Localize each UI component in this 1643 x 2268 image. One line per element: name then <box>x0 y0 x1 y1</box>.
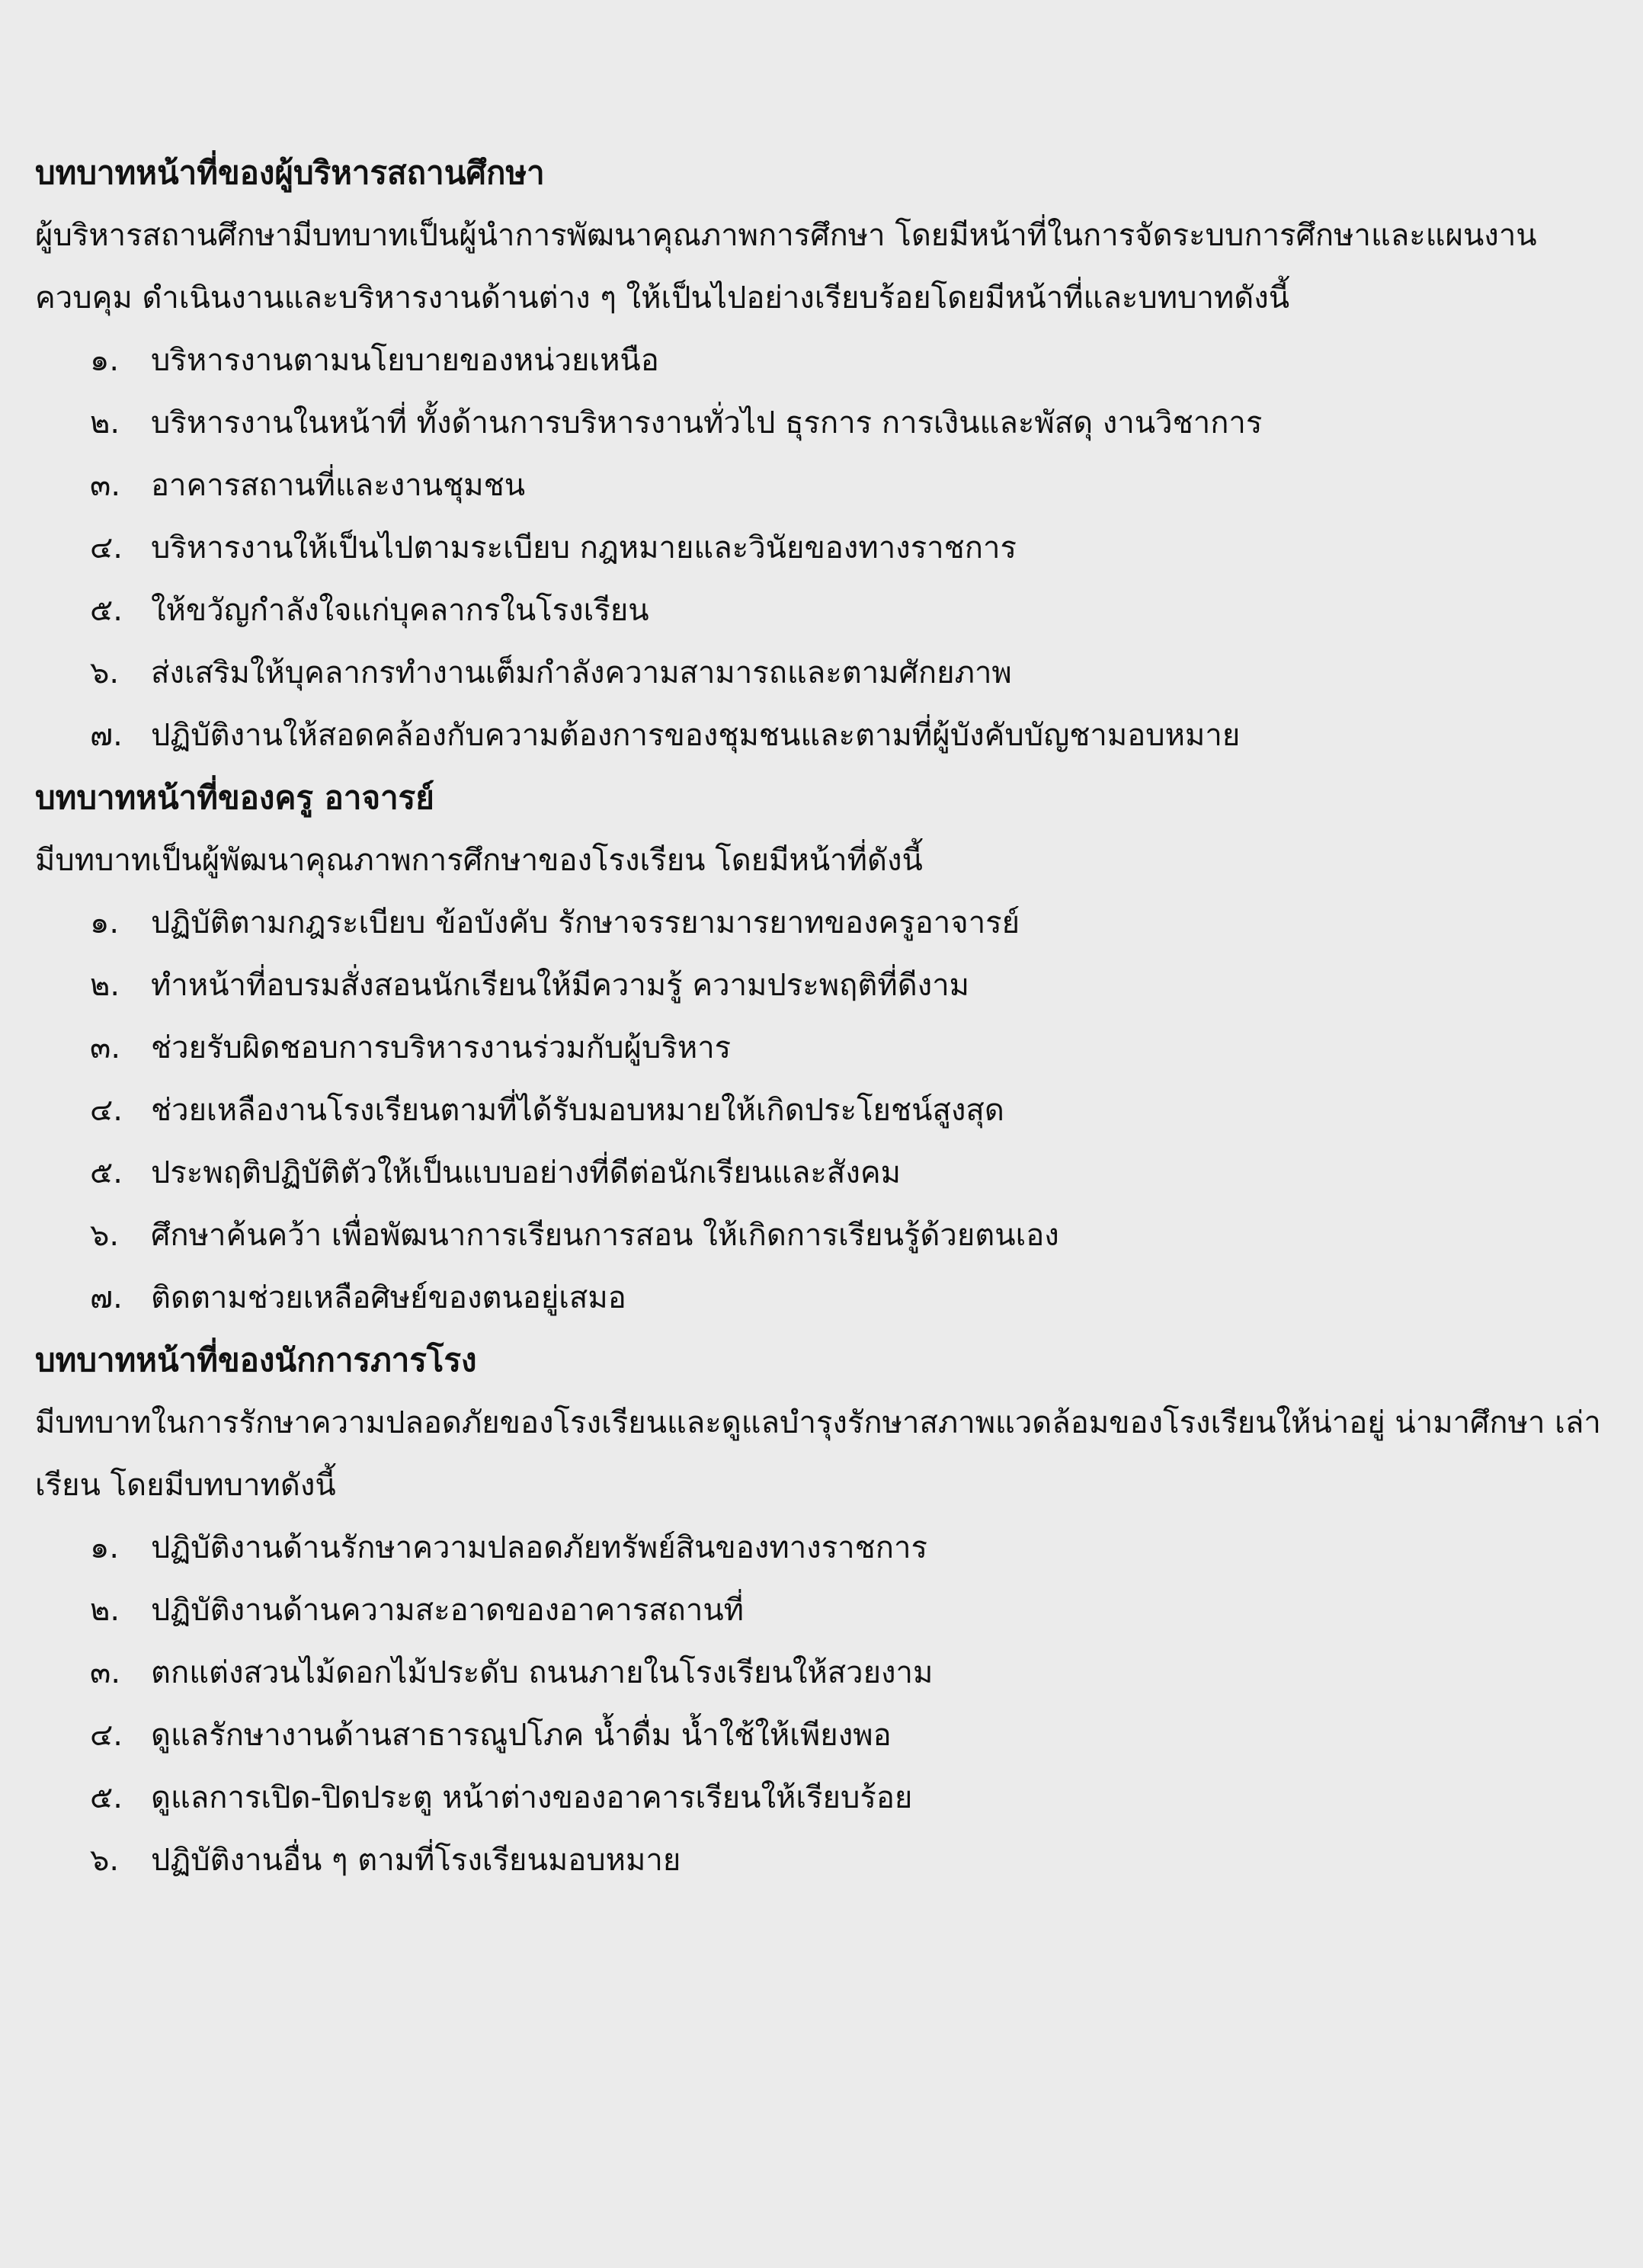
list-item <box>35 954 1613 1017</box>
item-number: ๗. <box>90 1280 123 1315</box>
item-number: ๓. <box>90 1655 121 1690</box>
item-number: ๓. <box>90 1030 121 1065</box>
list-item <box>35 579 1613 642</box>
item-number: ๑. <box>90 905 120 940</box>
document-page <box>35 142 1613 1892</box>
item-text: ดูแลรักษางานด้านสาธารณูปโภค น้ำดื่ม น้ำใช้ให้เพียงพอ <box>151 1718 892 1753</box>
item-text: ศึกษาค้นคว้า เพื่อพัฒนาการเรียนการสอน ให้เกิดการเรียนรู้ด้วยตนเอง <box>151 1218 1059 1253</box>
item-number: ๒. <box>90 1593 120 1628</box>
list-item <box>35 454 1613 517</box>
item-text: ทำหน้าที่อบรมสั่งสอนนักเรียนให้มีความรู้ ความประพฤติที่ดีงาม <box>151 968 970 1003</box>
list-item <box>35 704 1613 767</box>
item-number: ๑. <box>90 343 120 378</box>
duty-list <box>35 892 1613 1329</box>
item-text: บริหารงานในหน้าที่ ทั้งด้านการบริหารงานทั่วไป ธุรการ การเงินและพัสดุ งานวิชาการ <box>151 405 1263 440</box>
section-janitor <box>35 1329 1613 1892</box>
item-number: ๔. <box>90 530 123 565</box>
list-item <box>35 1704 1613 1767</box>
item-number: ๕. <box>90 593 123 628</box>
duty-list <box>35 1517 1613 1892</box>
item-number: ๒. <box>90 405 120 440</box>
section-intro: มีบทบาทในการรักษาความปลอดภัยของโรงเรียนและดูแลบำรุงรักษาสภาพแวดล้อมของโรงเรียนให้น่าอยู่ น่ามาศึกษา เล่าเรียน โดยมีบทบาทดังนี้ <box>35 1405 1601 1503</box>
item-text: ช่วยรับผิดชอบการบริหารงานร่วมกับผู้บริหาร <box>151 1030 732 1065</box>
section-intro: มีบทบาทเป็นผู้พัฒนาคุณภาพการศึกษาของโรงเรียน โดยมีหน้าที่ดังนี้ <box>35 843 923 878</box>
item-text: ติดตามช่วยเหลือศิษย์ของตนอยู่เสมอ <box>151 1280 626 1315</box>
section-heading: บทบาทหน้าที่ของครู อาจารย์ <box>35 779 434 816</box>
item-text: บริหารงานให้เป็นไปตามระเบียบ กฎหมายและวินัยของทางราชการ <box>151 530 1017 565</box>
section-intro: ผู้บริหารสถานศึกษามีบทบาทเป็นผู้นำการพัฒนาคุณภาพการศึกษา โดยมีหน้าที่ในการจัดระบบการศึกษาและแผนงาน ควบคุม ดำเนินงานและบริหารงานด้านต่าง ๆ ให้เป็นไปอย่างเรียบร้อยโดยมีหน้าที่และบทบาทดังนี้ <box>35 218 1537 316</box>
list-item <box>35 1267 1613 1329</box>
list-item <box>35 517 1613 579</box>
item-number: ๑. <box>90 1530 120 1565</box>
list-item <box>35 1517 1613 1579</box>
item-text: บริหารงานตามนโยบายของหน่วยเหนือ <box>151 343 659 378</box>
item-text: ช่วยเหลืองานโรงเรียนตามที่ได้รับมอบหมายให้เกิดประโยชน์สูงสุด <box>151 1093 1004 1128</box>
section-teacher <box>35 767 1613 1329</box>
item-text: ปฏิบัติงานด้านรักษาความปลอดภัยทรัพย์สินของทางราชการ <box>151 1530 927 1565</box>
list-item <box>35 1767 1613 1829</box>
section-administrator <box>35 142 1613 767</box>
item-number: ๖. <box>90 1218 120 1253</box>
duty-list <box>35 329 1613 767</box>
item-number: ๓. <box>90 468 121 503</box>
item-text: ปฏิบัติตามกฎระเบียบ ข้อบังคับ รักษาจรรยามารยาทของครูอาจารย์ <box>151 905 1020 940</box>
list-item <box>35 1017 1613 1079</box>
item-text: ดูแลการเปิด-ปิดประตู หน้าต่างของอาคารเรียนให้เรียบร้อย <box>151 1780 913 1815</box>
section-heading: บทบาทหน้าที่ของนักการภารโรง <box>35 1341 477 1379</box>
list-item <box>35 1079 1613 1142</box>
item-text: ปฏิบัติงานให้สอดคล้องกับความต้องการของชุมชนและตามที่ผู้บังคับบัญชามอบหมาย <box>151 718 1241 753</box>
item-text: ประพฤติปฏิบัติตัวให้เป็นแบบอย่างที่ดีต่อนักเรียนและสังคม <box>151 1155 901 1190</box>
list-item <box>35 892 1613 954</box>
list-item <box>35 1142 1613 1204</box>
list-item <box>35 1204 1613 1267</box>
list-item <box>35 329 1613 392</box>
item-text: อาคารสถานที่และงานชุมชน <box>151 468 526 503</box>
item-number: ๔. <box>90 1093 123 1128</box>
item-number: ๖. <box>90 1843 120 1878</box>
item-number: ๒. <box>90 968 120 1003</box>
item-text: ปฏิบัติงานด้านความสะอาดของอาคารสถานที่ <box>151 1593 745 1628</box>
list-item <box>35 1579 1613 1642</box>
list-item <box>35 392 1613 454</box>
item-number: ๗. <box>90 718 123 753</box>
item-text: ตกแต่งสวนไม้ดอกไม้ประดับ ถนนภายในโรงเรียนให้สวยงาม <box>151 1655 934 1690</box>
item-text: ปฏิบัติงานอื่น ๆ ตามที่โรงเรียนมอบหมาย <box>151 1843 681 1878</box>
item-number: ๕. <box>90 1780 123 1815</box>
item-text: ให้ขวัญกำลังใจแก่บุคลากรในโรงเรียน <box>151 593 649 628</box>
item-text: ส่งเสริมให้บุคลากรทำงานเต็มกำลังความสามารถและตามศักยภาพ <box>151 655 1012 690</box>
item-number: ๕. <box>90 1155 123 1190</box>
list-item <box>35 1829 1613 1892</box>
list-item <box>35 642 1613 704</box>
section-heading: บทบาทหน้าที่ของผู้บริหารสถานศึกษา <box>35 154 545 191</box>
item-number: ๔. <box>90 1718 123 1753</box>
item-number: ๖. <box>90 655 120 690</box>
list-item <box>35 1642 1613 1704</box>
